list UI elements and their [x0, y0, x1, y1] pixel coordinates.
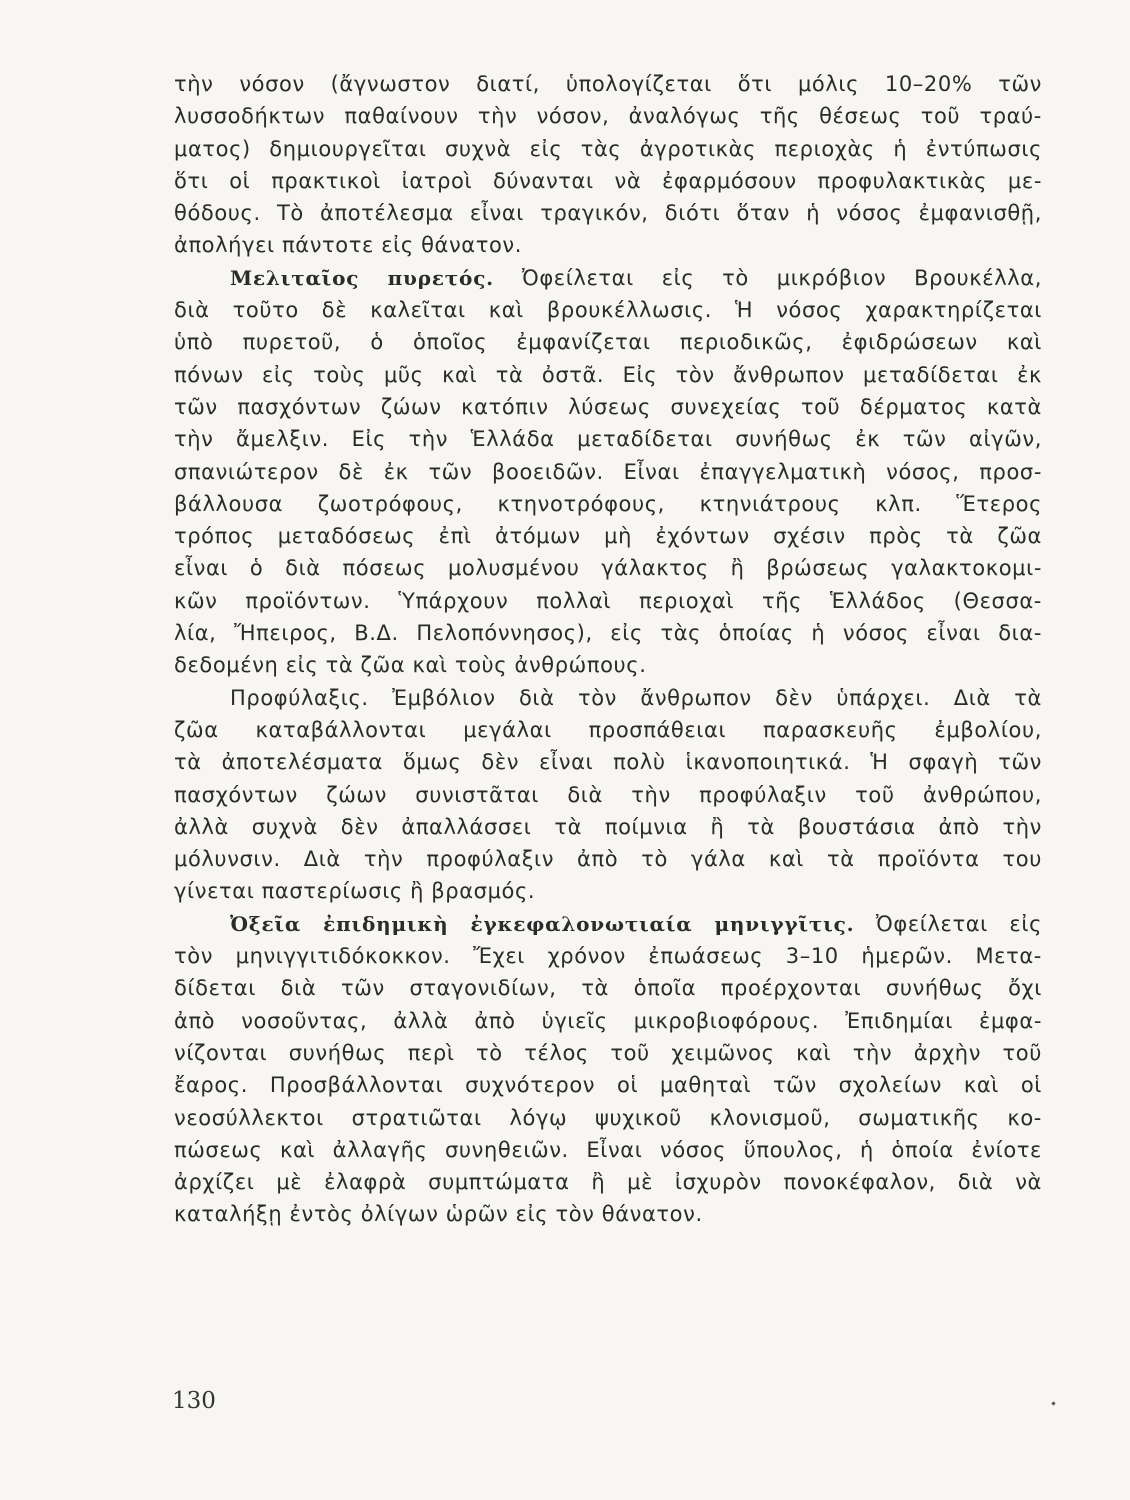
text-line: διὰ τοῦτο δὲ καλεῖται καὶ βρουκέλλωσις. Ἡ νόσος χαρακτηρίζεται [174, 298, 1042, 323]
text-line: πασχόντων ζώων συνιστᾶται διὰ τὴν προφύλαξιν τοῦ ἀνθρώπου, [174, 782, 1042, 807]
text-line: γίνεται παστερίωσις ἢ βρασμός. [174, 879, 536, 904]
text-line: νεοσύλλεκτοι στρατιῶται λόγῳ ψυχικοῦ κλονισμοῦ, σωματικῆς κο- [174, 1105, 1042, 1130]
text-line: θόδους. Τὸ ἀποτέλεσμα εἶναι τραγικόν, διότι ὅταν ἡ νόσος ἐμφανισθῇ, [174, 201, 1042, 226]
text-line: νίζονται συνήθως περὶ τὸ τέλος τοῦ χειμῶνος καὶ τὴν ἀρχὴν τοῦ [174, 1040, 1042, 1065]
text-line: καταλήξῃ ἐντὸς ὀλίγων ὡρῶν εἰς τὸν θάνατον. [174, 1202, 703, 1227]
text-line: ἀλλὰ συχνὰ δὲν ἀπαλλάσσει τὰ ποίμνια ἢ τὰ βουστάσια ἀπὸ τὴν [174, 814, 1042, 839]
text-line: λυσσοδήκτων παθαίνουν τὴν νόσον, ἀναλόγως τῆς θέσεως τοῦ τραύ- [174, 104, 1042, 129]
text-line: τὸν μηνιγγιτιδόκοκκον. Ἔχει χρόνον ἐπωάσεως 3–10 ἡμερῶν. Μετα- [174, 944, 1042, 969]
text-line: πώσεως καὶ ἀλλαγῆς συνηθειῶν. Εἶναι νόσος ὕπουλος, ἡ ὁποία ἐνίοτε [174, 1137, 1042, 1162]
text-line: ἔαρος. Προσβάλλονται συχνότερον οἱ μαθηταὶ τῶν σχολείων καὶ οἱ [174, 1073, 1042, 1098]
text-line: τὰ ἀποτελέσματα ὅμως δὲν εἶναι πολὺ ἱκανοποιητικά. Ἡ σφαγὴ τῶν [174, 750, 1042, 775]
text-line: τρόπος μεταδόσεως ἐπὶ ἀτόμων μὴ ἐχόντων σχέσιν πρὸς τὰ ζῶα [174, 524, 1042, 549]
text-line: κῶν προϊόντων. Ὑπάρχουν πολλαὶ περιοχαὶ τῆς Ἑλλάδος (Θεσσα- [174, 588, 1042, 613]
text-line: δίδεται διὰ τῶν σταγονιδίων, τὰ ὁποῖα προέρχονται συνήθως ὄχι [174, 976, 1042, 1001]
text-line: Προφύλαξις. Ἐμβόλιον διὰ τὸν ἄνθρωπον δὲν ὑπάρχει. Διὰ τὰ [230, 685, 1042, 710]
text-line: τῶν πασχόντων ζώων κατόπιν λύσεως συνεχείας τοῦ δέρματος κατὰ [174, 394, 1042, 419]
text-line: βάλλουσα ζωοτρόφους, κτηνοτρόφους, κτηνιάτρους κλπ. Ἕτερος [174, 491, 1042, 516]
text-line: τὴν νόσον (ἄγνωστον διατί, ὑπολογίζεται ὅτι μόλις 10–20% τῶν [174, 72, 1042, 96]
section-heading-meningitis: Ὀξεῖα ἐπιδημικὴ ἐγκεφαλονωτιαία μηνιγγῖτις. [230, 911, 855, 936]
text-line: ὑπὸ πυρετοῦ, ὁ ὁποῖος ἐμφανίζεται περιοδικῶς, ἐφιδρώσεων καὶ [174, 330, 1042, 355]
scan-speck [1051, 1401, 1055, 1405]
text-line [174, 908, 1042, 940]
page-number: 130 [172, 1388, 216, 1414]
text-line: δεδομένη εἰς τὰ ζῶα καὶ τοὺς ἀνθρώπους. [174, 653, 647, 678]
text-line: ἀπολήγει πάντοτε εἰς θάνατον. [174, 233, 523, 258]
text-line: πόνων εἰς τοὺς μῦς καὶ τὰ ὀστᾶ. Εἰς τὸν ἄνθρωπον μεταδίδεται ἐκ [174, 362, 1042, 387]
heading-line-rest: Ὀφείλεται εἰς [854, 911, 1042, 936]
text-line [174, 262, 1042, 294]
text-line: ματος) δημιουργεῖται συχνὰ εἰς τὰς ἀγροτικὰς περιοχὰς ἡ ἐντύπωσις [174, 136, 1042, 161]
text-line: τὴν ἄμελξιν. Εἰς τὴν Ἑλλάδα μεταδίδεται συνήθως ἐκ τῶν αἰγῶν, [174, 427, 1042, 452]
body-text [174, 68, 1042, 1231]
text-line: ἀπὸ νοσοῦντας, ἀλλὰ ἀπὸ ὑγιεῖς μικροβιοφόρους. Ἐπιδημίαι ἐμφα- [174, 1008, 1042, 1033]
text-line: σπανιώτερον δὲ ἐκ τῶν βοοειδῶν. Εἶναι ἐπαγγελματικὴ νόσος, προσ- [174, 459, 1042, 484]
text-line: ὅτι οἱ πρακτικοὶ ἰατροὶ δύνανται νὰ ἐφαρμόσουν προφυλακτικὰς με- [174, 168, 1042, 193]
text-line: μόλυνσιν. Διὰ τὴν προφύλαξιν ἀπὸ τὸ γάλα καὶ τὰ προϊόντα του [174, 847, 1042, 872]
text-line: λία, Ἤπειρος, Β.Δ. Πελοπόννησος), εἰς τὰς ὁποίας ἡ νόσος εἶναι δια- [174, 621, 1042, 646]
heading-line-rest: Ὀφείλεται εἰς τὸ μικρόβιον Βρουκέλλα, [493, 265, 1042, 290]
text-line: ζῶα καταβάλλονται μεγάλαι προσπάθειαι παρασκευῆς ἐμβολίου, [174, 717, 1042, 742]
text-line: ἀρχίζει μὲ ἐλαφρὰ συμπτώματα ἢ μὲ ἰσχυρὸν πονοκέφαλον, διὰ νὰ [174, 1170, 1042, 1195]
text-line: εἶναι ὁ διὰ πόσεως μολυσμένου γάλακτος ἢ βρώσεως γαλακτοκομι- [174, 556, 1042, 581]
section-heading-brucellosis: Μελιταῖος πυρετός. [230, 265, 494, 290]
